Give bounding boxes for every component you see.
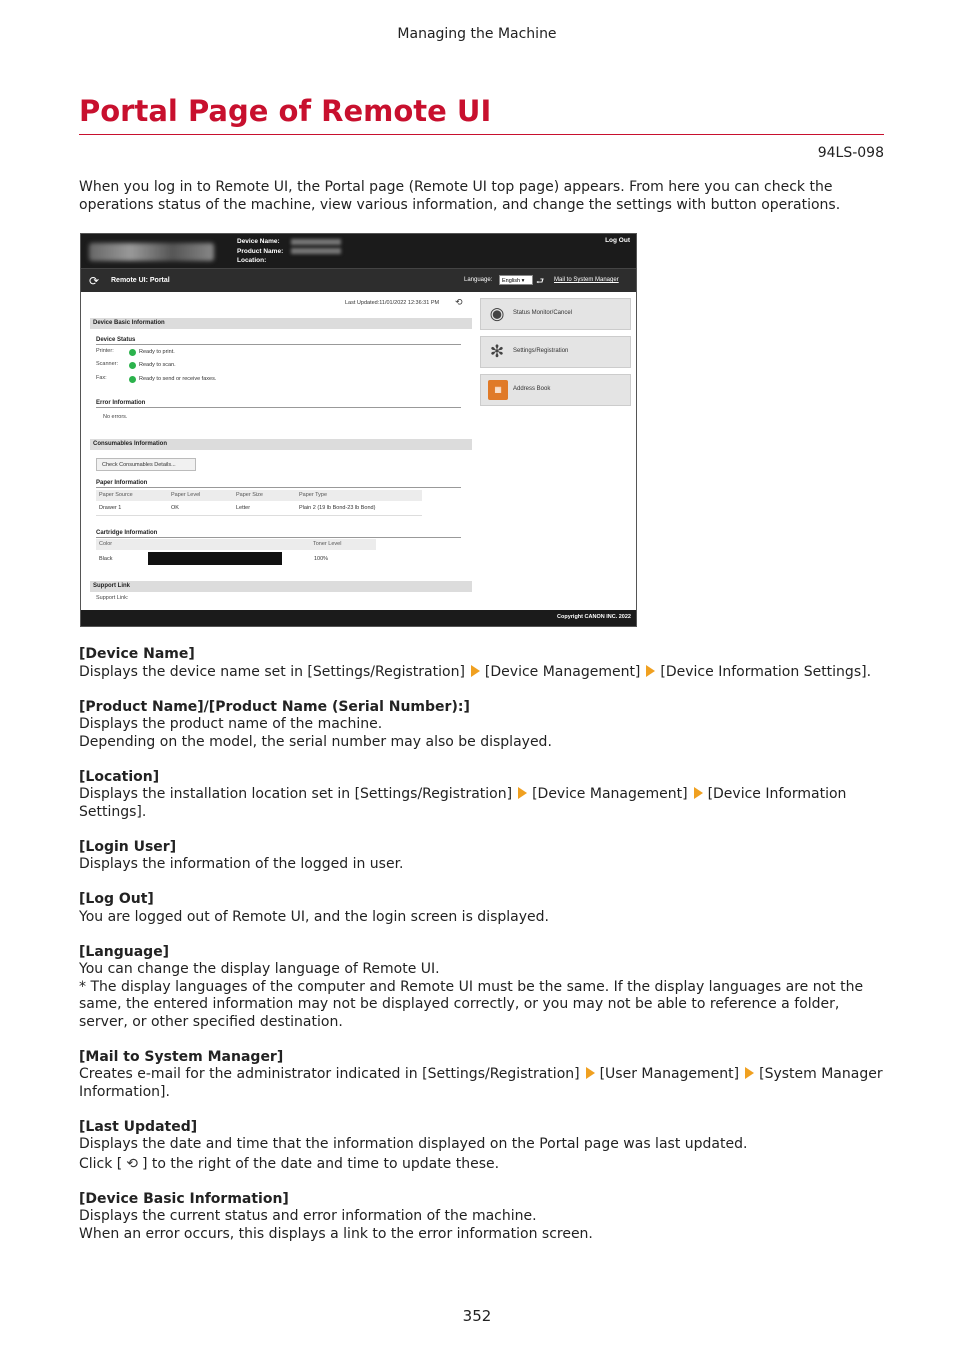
- location-label: Location:: [237, 257, 267, 264]
- paper-info-heading: Paper Information: [96, 480, 148, 486]
- section-consumables-info: Consumables Information: [90, 439, 472, 450]
- remote-ui-logo-icon: ⟳: [89, 274, 100, 288]
- paper-col-size: Paper Size: [236, 492, 263, 498]
- triangle-right-icon: [646, 665, 655, 677]
- item-text: When an error occurs, this displays a link to the error information screen.: [79, 1225, 593, 1242]
- device-name-blur: [291, 239, 341, 245]
- item-text: Displays the product name of the machine.: [79, 716, 383, 732]
- item-text: Depending on the model, the serial number may also be displayed.: [79, 733, 552, 750]
- tile-settings-registration[interactable]: [480, 336, 631, 368]
- item-heading: [Product Name]/[Product Name (Serial Number):]: [79, 698, 470, 715]
- item-device-name: [79, 646, 891, 681]
- product-name-blur: [291, 248, 341, 254]
- status-value-fax: Ready to send or receive faxes.: [139, 376, 217, 382]
- status-value-scanner: Ready to scan.: [139, 362, 176, 368]
- page-title: Portal Page of Remote UI: [79, 94, 492, 128]
- cartridge-col-toner: Toner Level: [313, 541, 342, 547]
- subheading-rule: [96, 487, 461, 488]
- item-text: [79, 786, 891, 821]
- screenshot-nav-bar: [81, 268, 637, 292]
- subheading-rule: [96, 344, 461, 345]
- tile-status-monitor-label: Status Monitor/Cancel: [513, 310, 573, 316]
- breadcrumb-part: [Device Information Settings].: [660, 663, 872, 680]
- nav-title: Remote UI: Portal: [111, 277, 170, 284]
- error-info-heading: Error Information: [96, 400, 146, 406]
- subheading-rule: [96, 407, 461, 408]
- status-dot-fax: [129, 376, 136, 383]
- section-support-link: Support Link: [90, 581, 472, 592]
- cartridge-color-cell: Black: [99, 556, 113, 562]
- toner-level-cell: 100%: [314, 556, 329, 562]
- item-text: Displays the current status and error information of the machine.: [79, 1208, 537, 1224]
- breadcrumb-part: Displays the device name set in [Settings/Registration]: [79, 663, 465, 680]
- section-device-basic-info: Device Basic Information: [90, 318, 472, 329]
- paper-size-cell: Letter: [236, 505, 251, 511]
- screenshot-top-bar: [81, 234, 637, 268]
- breadcrumb-part: Creates e-mail for the administrator indicated in [Settings/Registration]: [79, 1066, 580, 1082]
- item-descriptions: [79, 646, 891, 1261]
- status-dot-scanner: [129, 362, 136, 369]
- status-monitor-icon: ◉: [489, 304, 505, 323]
- item-text: Displays the date and time that the information displayed on the Portal page was last updated.: [79, 1136, 748, 1152]
- item-text: [79, 1156, 891, 1174]
- item-heading: [Device Basic Information]: [79, 1190, 289, 1207]
- title-rule: [79, 134, 884, 135]
- paper-col-type: Paper Type: [299, 492, 328, 498]
- click-post: ] to the right of the date and time to update these.: [142, 1155, 500, 1172]
- item-text: Displays the information of the logged in user.: [79, 856, 404, 872]
- item-text: [79, 1066, 891, 1101]
- status-label-scanner: Scanner:: [96, 361, 119, 367]
- status-label-fax: Fax:: [96, 375, 107, 381]
- last-updated-text: Last Updated:11/01/2022 12:36:31 PM: [345, 300, 440, 306]
- item-device-basic-info: [79, 1191, 891, 1244]
- item-heading: [Location]: [79, 768, 160, 785]
- triangle-right-icon: [694, 787, 703, 799]
- paper-col-source: Paper Source: [99, 492, 133, 498]
- breadcrumb-part: [User Management]: [599, 1066, 740, 1082]
- support-link[interactable]: Support Link:: [96, 595, 129, 601]
- item-heading: [Mail to System Manager]: [79, 1048, 284, 1065]
- tile-address-book[interactable]: [480, 374, 631, 406]
- triangle-right-icon: [518, 787, 527, 799]
- item-last-updated: [79, 1119, 891, 1174]
- status-label-printer: Printer:: [96, 348, 114, 354]
- item-heading: [Last Updated]: [79, 1118, 198, 1135]
- triangle-right-icon: [745, 1067, 754, 1079]
- device-status-heading: Device Status: [96, 337, 136, 343]
- cartridge-table-header-row: [96, 539, 376, 550]
- click-pre: Click [: [79, 1155, 123, 1172]
- subheading-rule: [96, 537, 461, 538]
- item-heading: [Device Name]: [79, 646, 195, 662]
- item-login-user: [79, 839, 891, 874]
- screenshot-footer: [81, 610, 637, 626]
- paper-type-cell: Plain 2 (19 lb Bond-23 lb Bond): [299, 505, 376, 511]
- status-dot-printer: [129, 349, 136, 356]
- item-product-name: [79, 699, 891, 752]
- device-name-label: Device Name:: [237, 238, 280, 245]
- doc-id: 94LS-098: [817, 145, 884, 161]
- running-head: Managing the Machine: [397, 26, 557, 42]
- item-text: [79, 664, 891, 682]
- triangle-right-icon: [471, 665, 480, 677]
- mail-icon[interactable]: ⮐: [536, 276, 545, 286]
- tile-address-book-label: Address Book: [513, 386, 551, 392]
- breadcrumb-part: [Device Management]: [532, 786, 688, 802]
- refresh-icon: ⟲: [126, 1155, 139, 1172]
- item-language: [79, 944, 891, 1032]
- cartridge-info-heading: Cartridge Information: [96, 530, 158, 536]
- settings-icon: ✻: [489, 342, 505, 361]
- triangle-right-icon: [586, 1067, 595, 1079]
- item-text: You can change the display language of Remote UI.: [79, 961, 440, 977]
- item-log-out: [79, 891, 891, 926]
- toner-level-bar: [148, 552, 282, 565]
- paper-level-cell: OK: [171, 505, 179, 511]
- status-value-printer: Ready to print.: [139, 349, 175, 355]
- tile-settings-label: Settings/Registration: [513, 348, 569, 354]
- mail-to-system-manager-link[interactable]: Mail to System Manager: [554, 277, 619, 283]
- breadcrumb-part: [System Manager Information].: [79, 1066, 883, 1100]
- paper-table-header-row: [96, 490, 422, 501]
- item-location: [79, 769, 891, 822]
- cartridge-col-color: Color: [99, 541, 113, 547]
- page-number: 352: [462, 1307, 492, 1325]
- paper-col-level: Paper Level: [171, 492, 201, 498]
- language-label: Language:: [464, 277, 493, 283]
- product-name-label: Product Name:: [237, 247, 284, 255]
- address-book-icon: ▦: [488, 380, 508, 400]
- breadcrumb-part: [Device Information Settings].: [79, 786, 847, 820]
- language-value: English: [502, 278, 521, 284]
- paper-row-rule: [96, 515, 422, 516]
- check-consumables-button[interactable]: Check Consumables Details...: [96, 458, 196, 471]
- item-heading: [Language]: [79, 943, 170, 960]
- paper-source-cell: Drawer 1: [99, 505, 122, 511]
- blurred-logo: [89, 243, 214, 261]
- language-select[interactable]: English ▾: [499, 275, 533, 285]
- item-heading: [Login User]: [79, 838, 177, 855]
- remote-ui-screenshot: [80, 233, 637, 627]
- breadcrumb-part: Displays the installation location set in [Settings/Registration]: [79, 786, 513, 802]
- logout-link[interactable]: Log Out: [605, 237, 630, 244]
- item-heading: [Log Out]: [79, 891, 154, 907]
- refresh-icon[interactable]: ⟲: [455, 297, 463, 307]
- intro-paragraph: When you log in to Remote UI, the Portal page (Remote UI top page) appears. From here you can check the operations status of the machine, view various information, and change the settings with button operations.: [79, 179, 841, 213]
- breadcrumb-part: [Device Management]: [484, 663, 641, 680]
- item-note: * The display languages of the computer and Remote UI must be the same. If the display languages are not the same, the entered information may not be displayed correctly, or you may not be able to reference a folder, server, or other specified destination.: [79, 978, 864, 1030]
- no-errors-text: No errors.: [103, 414, 128, 420]
- tile-status-monitor[interactable]: [480, 298, 631, 330]
- item-mail-to-system-manager: [79, 1049, 891, 1102]
- copyright-text: Copyright CANON INC. 2022: [557, 614, 631, 620]
- device-info-labels: [237, 237, 283, 266]
- item-text: You are logged out of Remote UI, and the login screen is displayed.: [79, 908, 549, 925]
